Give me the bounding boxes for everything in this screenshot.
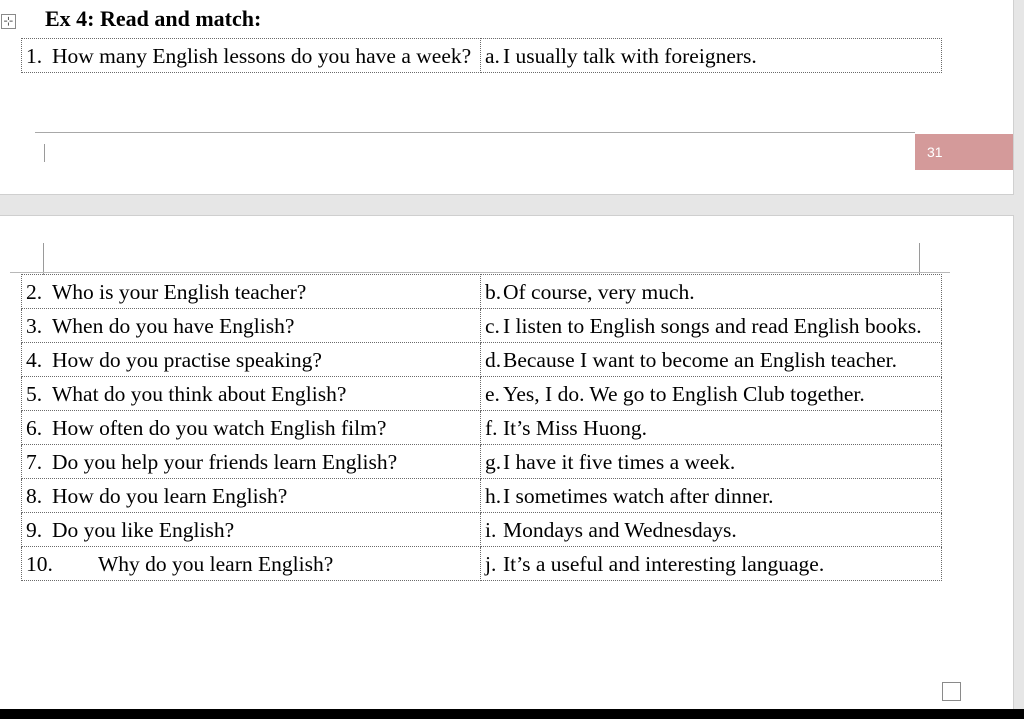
question-number: 5. xyxy=(26,382,43,406)
question-text: Why do you learn English? xyxy=(98,552,334,576)
table-row xyxy=(22,411,942,445)
question-number: 4. xyxy=(26,348,43,372)
question-text: What do you think about English? xyxy=(52,382,347,406)
answer-letter: i. xyxy=(485,518,497,542)
match-table-bottom xyxy=(21,274,942,581)
answer-cell[interactable] xyxy=(481,343,942,377)
question-number: 7. xyxy=(26,450,43,474)
question-cell[interactable] xyxy=(22,479,481,513)
window-bottom-edge xyxy=(0,709,1024,719)
answer-text: I usually talk with foreigners. xyxy=(503,44,757,68)
question-text: How often do you watch English film? xyxy=(52,416,387,440)
answer-letter: g. xyxy=(485,450,502,474)
answer-cell[interactable] xyxy=(481,513,942,547)
answer-text: Yes, I do. We go to English Club together. xyxy=(503,382,865,406)
answer-text: I sometimes watch after dinner. xyxy=(503,484,774,508)
answer-cell[interactable] xyxy=(481,39,942,73)
question-number: 8. xyxy=(26,484,43,508)
question-number: 9. xyxy=(26,518,43,542)
answer-cell[interactable] xyxy=(481,411,942,445)
question-text: How do you practise speaking? xyxy=(52,348,322,372)
answer-letter: a. xyxy=(485,44,500,68)
answer-cell[interactable] xyxy=(481,275,942,309)
table-move-handle-icon[interactable] xyxy=(1,14,16,29)
answer-text: It’s Miss Huong. xyxy=(503,416,647,440)
question-cell[interactable] xyxy=(22,275,481,309)
answer-text: Because I want to become an English teacher. xyxy=(503,348,898,372)
question-cell[interactable] xyxy=(22,513,481,547)
table-row xyxy=(22,343,942,377)
answer-text: It’s a useful and interesting language. xyxy=(503,552,825,576)
question-cell[interactable] xyxy=(22,547,481,581)
table-row xyxy=(22,39,942,73)
table-row xyxy=(22,309,942,343)
answer-letter: b. xyxy=(485,280,502,304)
answer-letter: e. xyxy=(485,382,500,406)
answer-letter: d. xyxy=(485,348,502,372)
question-text: When do you have English? xyxy=(52,314,295,338)
document-page-top xyxy=(0,0,1014,195)
header-divider xyxy=(10,272,950,273)
question-text: How many English lessons do you have a week? xyxy=(52,44,472,68)
table-row xyxy=(22,513,942,547)
question-text: How do you learn English? xyxy=(52,484,288,508)
page-number-badge: 31 xyxy=(915,134,1013,170)
table-row xyxy=(22,445,942,479)
question-number: 2. xyxy=(26,280,43,304)
question-number: 10. xyxy=(26,552,53,576)
answer-letter: h. xyxy=(485,484,502,508)
header-margin-mark-left xyxy=(43,243,44,275)
answer-letter: f. xyxy=(485,416,498,440)
move-arrows-icon: ⊹ xyxy=(3,14,14,28)
answer-cell[interactable] xyxy=(481,445,942,479)
table-row xyxy=(22,275,942,309)
question-number: 1. xyxy=(26,44,43,68)
answer-text: Mondays and Wednesdays. xyxy=(503,518,737,542)
answer-letter: j. xyxy=(485,552,497,576)
question-number: 3. xyxy=(26,314,43,338)
table-row xyxy=(22,547,942,581)
header-margin-mark-right xyxy=(919,243,920,275)
question-cell[interactable] xyxy=(22,309,481,343)
answer-text: I listen to English songs and read English books. xyxy=(503,314,922,338)
footer-margin-mark xyxy=(44,144,45,162)
question-cell[interactable] xyxy=(22,411,481,445)
answer-cell[interactable] xyxy=(481,309,942,343)
exercise-heading: Ex 4: Read and match: xyxy=(45,6,262,31)
table-row xyxy=(22,479,942,513)
table-row xyxy=(22,377,942,411)
question-text: Do you help your friends learn English? xyxy=(52,450,398,474)
table-resize-handle[interactable] xyxy=(942,682,961,701)
question-text: Do you like English? xyxy=(52,518,235,542)
question-text: Who is your English teacher? xyxy=(52,280,307,304)
question-number: 6. xyxy=(26,416,43,440)
question-cell[interactable] xyxy=(22,445,481,479)
answer-letter: c. xyxy=(485,314,500,338)
answer-cell[interactable] xyxy=(481,547,942,581)
answer-text: I have it five times a week. xyxy=(503,450,736,474)
answer-cell[interactable] xyxy=(481,377,942,411)
question-cell[interactable] xyxy=(22,343,481,377)
match-table-top xyxy=(21,38,942,73)
question-cell[interactable] xyxy=(22,377,481,411)
footer-divider xyxy=(35,132,915,133)
question-cell[interactable] xyxy=(22,39,481,73)
answer-text: Of course, very much. xyxy=(503,280,695,304)
answer-cell[interactable] xyxy=(481,479,942,513)
